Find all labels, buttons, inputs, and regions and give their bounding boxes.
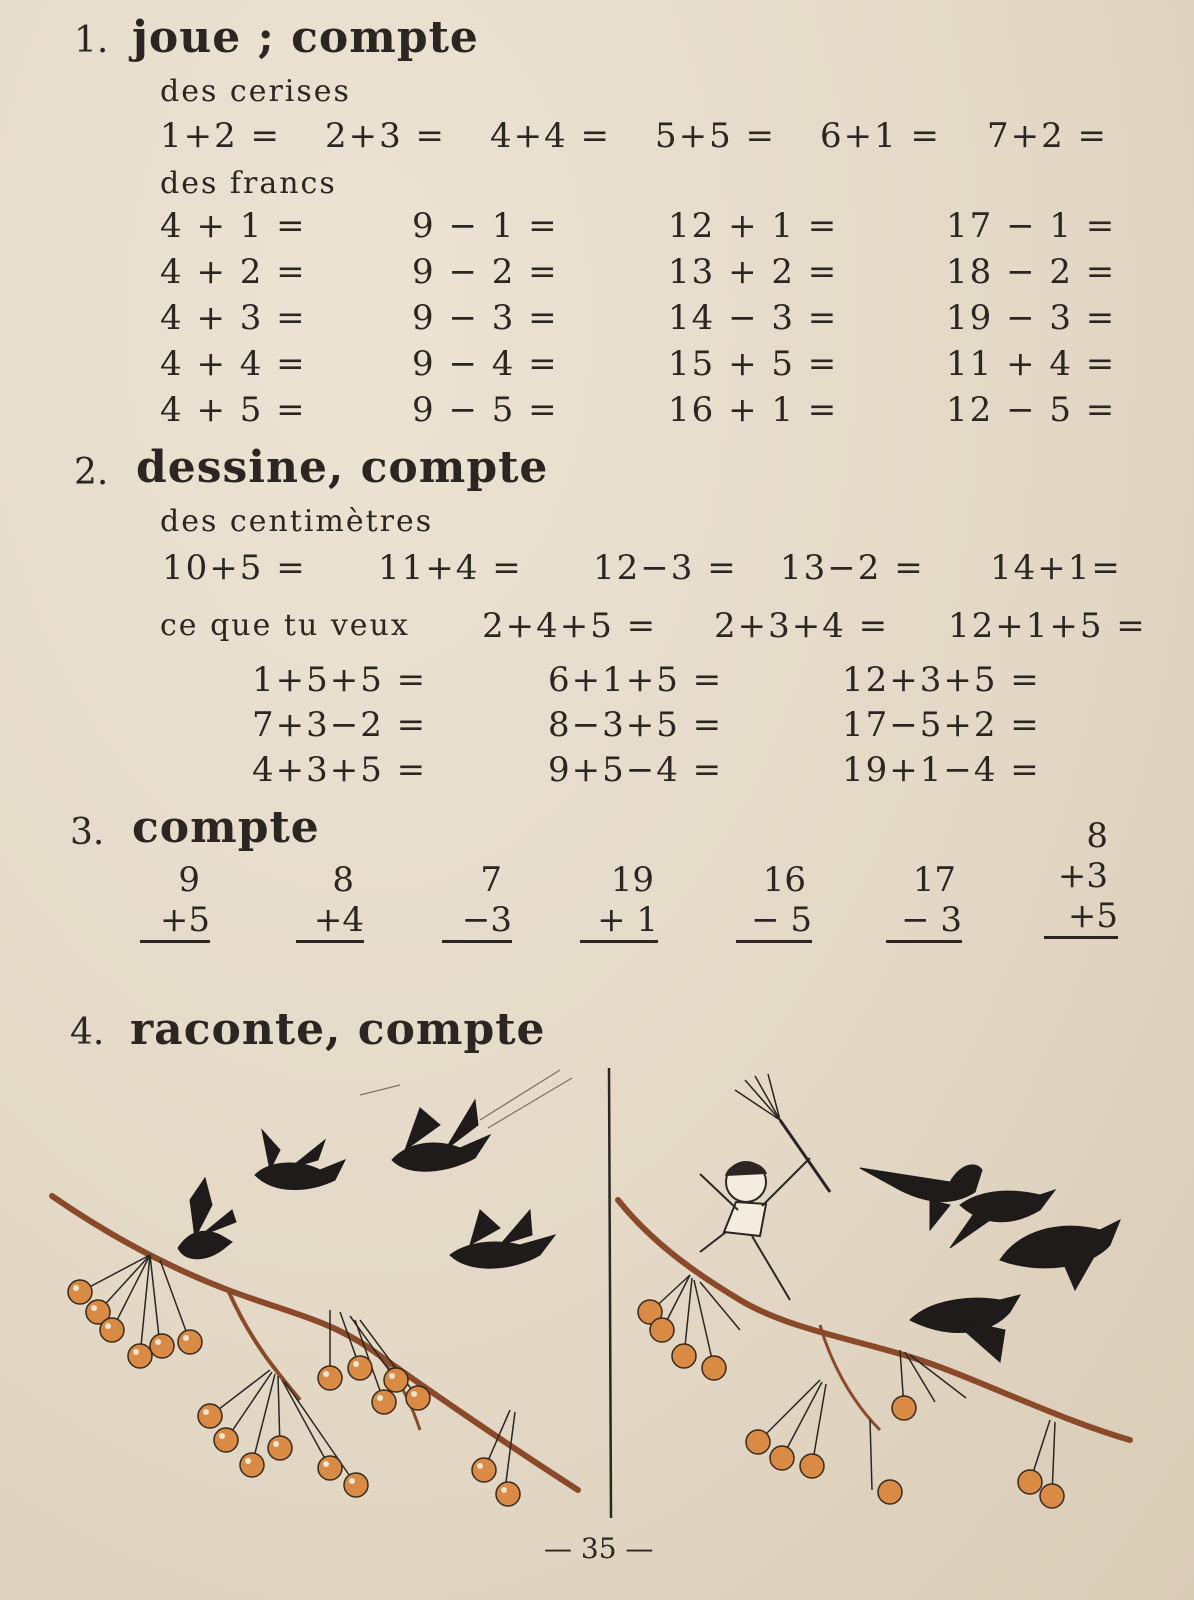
francs-equation: 18 − 2 = bbox=[946, 252, 1117, 292]
francs-equation: 4 + 1 = bbox=[160, 206, 307, 246]
veux-equation: 9+5−4 = bbox=[548, 750, 724, 790]
francs-equation: 17 − 1 = bbox=[946, 206, 1117, 246]
francs-equation: 13 + 2 = bbox=[668, 252, 839, 292]
subtrahend: − 5 bbox=[736, 900, 812, 943]
francs-equation: 4 + 3 = bbox=[160, 298, 307, 338]
cerises-label: des cerises bbox=[160, 74, 351, 109]
section-1-title: joue ; compte bbox=[132, 12, 479, 63]
cerises-equation: 4+4 = bbox=[490, 116, 612, 156]
subtrahend: − 3 bbox=[886, 900, 962, 943]
section-2-title: dessine, compte bbox=[136, 442, 549, 493]
page-number: — 35 — bbox=[544, 1532, 654, 1565]
cerises-equation: 6+1 = bbox=[820, 116, 942, 156]
francs-equation: 9 − 5 = bbox=[412, 390, 559, 430]
panel-divider bbox=[609, 1068, 611, 1518]
addend-middle: +3 bbox=[1057, 856, 1108, 896]
cerises-equation: 1+2 = bbox=[160, 116, 282, 156]
centimetres-equation: 13−2 = bbox=[780, 548, 925, 588]
addend-bottom: + 1 bbox=[580, 900, 658, 943]
veux-equation: 12+3+5 = bbox=[842, 660, 1041, 700]
veux-equation: 2+3+4 = bbox=[714, 606, 890, 646]
minuend: 7 bbox=[480, 860, 502, 900]
addend-top: 19 bbox=[610, 860, 654, 900]
francs-equation: 15 + 5 = bbox=[668, 344, 839, 384]
francs-equation: 9 − 1 = bbox=[412, 206, 559, 246]
section-4-number: 4. bbox=[70, 1012, 105, 1053]
addend-bottom: +4 bbox=[296, 900, 364, 943]
left-birds bbox=[178, 1100, 555, 1268]
veux-equation: 1+5+5 = bbox=[252, 660, 428, 700]
section-2-number: 2. bbox=[74, 452, 109, 493]
veux-label: ce que tu veux bbox=[160, 608, 410, 643]
francs-equation: 4 + 5 = bbox=[160, 390, 307, 430]
francs-label: des francs bbox=[160, 166, 337, 201]
section-1-number: 1. bbox=[74, 20, 109, 61]
francs-equation: 9 − 3 = bbox=[412, 298, 559, 338]
francs-equation: 11 + 4 = bbox=[946, 344, 1117, 384]
addend-bottom: +5 bbox=[1044, 896, 1118, 939]
minuend: 17 bbox=[912, 860, 956, 900]
francs-equation: 9 − 2 = bbox=[412, 252, 559, 292]
francs-equation: 14 − 3 = bbox=[668, 298, 839, 338]
veux-equation: 8−3+5 = bbox=[548, 705, 724, 745]
cerises-equation: 2+3 = bbox=[325, 116, 447, 156]
subtrahend: −3 bbox=[442, 900, 512, 943]
francs-equation: 19 − 3 = bbox=[946, 298, 1117, 338]
veux-equation: 4+3+5 = bbox=[252, 750, 428, 790]
francs-equation: 9 − 4 = bbox=[412, 344, 559, 384]
addend-top: 9 bbox=[178, 860, 200, 900]
veux-equation: 19+1−4 = bbox=[842, 750, 1041, 790]
francs-equation: 12 − 5 = bbox=[946, 390, 1117, 430]
veux-equation: 12+1+5 = bbox=[948, 606, 1147, 646]
addend-top: 8 bbox=[332, 860, 354, 900]
boy-with-broom bbox=[700, 1074, 830, 1300]
francs-equation: 12 + 1 = bbox=[668, 206, 839, 246]
section-3-number: 3. bbox=[70, 812, 105, 853]
section-4-title: raconte, compte bbox=[130, 1004, 546, 1055]
right-birds bbox=[860, 1165, 1120, 1362]
francs-equation: 4 + 4 = bbox=[160, 344, 307, 384]
cerises-equation: 5+5 = bbox=[655, 116, 777, 156]
centimetres-label: des centimètres bbox=[160, 504, 434, 539]
centimetres-equation: 10+5 = bbox=[162, 548, 307, 588]
francs-equation: 16 + 1 = bbox=[668, 390, 839, 430]
veux-equation: 2+4+5 = bbox=[482, 606, 658, 646]
centimetres-equation: 12−3 = bbox=[593, 548, 738, 588]
centimetres-equation: 11+4 = bbox=[378, 548, 523, 588]
cerises-equation: 7+2 = bbox=[987, 116, 1109, 156]
addend-bottom: +5 bbox=[140, 900, 210, 943]
section-3-title: compte bbox=[132, 802, 320, 853]
francs-equation: 4 + 2 = bbox=[160, 252, 307, 292]
centimetres-equation: 14+1= bbox=[990, 548, 1122, 588]
veux-equation: 17−5+2 = bbox=[842, 705, 1041, 745]
minuend: 16 bbox=[762, 860, 806, 900]
veux-equation: 6+1+5 = bbox=[548, 660, 724, 700]
veux-equation: 7+3−2 = bbox=[252, 705, 428, 745]
addend-top: 8 bbox=[1086, 816, 1108, 856]
